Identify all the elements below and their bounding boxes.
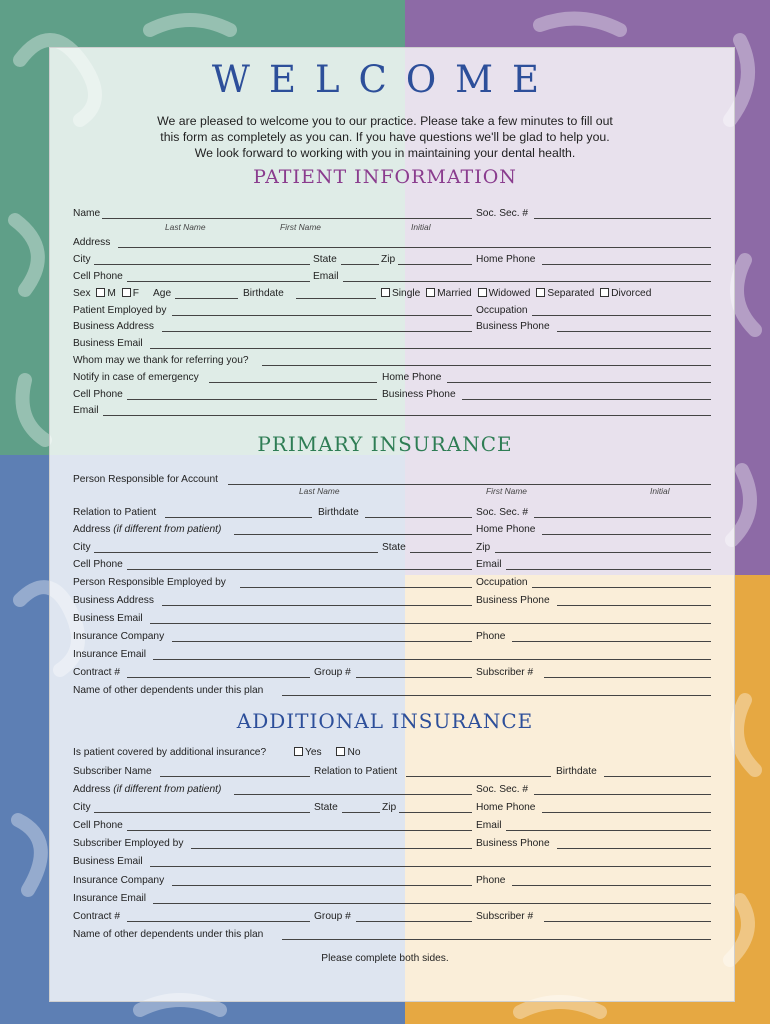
- additional-city-line[interactable]: [94, 812, 310, 813]
- primary-cell-phone-line[interactable]: [127, 569, 472, 570]
- divorced-checkbox[interactable]: [600, 288, 609, 297]
- additional-zip-label: Zip: [382, 802, 397, 813]
- home-phone-line[interactable]: [542, 264, 711, 265]
- covered-options: [294, 747, 361, 759]
- intro-line-2: this form as completely as you can. If you have questions we'll be glad to help you.: [160, 130, 610, 144]
- additional-dependents-label: Name of other dependents under this plan: [73, 929, 264, 940]
- covered-no-label: No: [347, 747, 361, 758]
- additional-state-label: State: [314, 802, 338, 813]
- primary-group-line[interactable]: [356, 677, 472, 678]
- emergency-business-phone-label: Business Phone: [382, 389, 456, 400]
- zip-line[interactable]: [398, 264, 472, 265]
- soc-sec-line[interactable]: [534, 218, 711, 219]
- email-line[interactable]: [343, 281, 711, 282]
- primary-relation-line[interactable]: [165, 517, 312, 518]
- additional-business-email-label: Business Email: [73, 856, 143, 867]
- additional-insurance-email-line[interactable]: [153, 903, 711, 904]
- occupation-label: Occupation: [476, 305, 528, 316]
- additional-cell-phone-line[interactable]: [127, 830, 472, 831]
- additional-city-label: City: [73, 802, 91, 813]
- primary-subscriber-label: Subscriber #: [476, 667, 534, 678]
- last-name-caption: Last Name: [165, 222, 206, 232]
- additional-insurance-company-label: Insurance Company: [73, 875, 165, 886]
- zip-label: Zip: [381, 254, 396, 265]
- occupation-line[interactable]: [532, 315, 711, 316]
- sex-f-checkbox[interactable]: [122, 288, 131, 297]
- sex-m-checkbox[interactable]: [96, 288, 105, 297]
- primary-business-email-label: Business Email: [73, 613, 143, 624]
- primary-insurance-heading: PRIMARY INSURANCE: [257, 432, 513, 456]
- single-label: Single: [392, 288, 421, 299]
- business-address-line[interactable]: [162, 331, 472, 332]
- business-email-line[interactable]: [150, 348, 711, 349]
- address-label: Address: [73, 237, 111, 248]
- emergency-email-label: Email: [73, 405, 99, 416]
- primary-relation-label: Relation to Patient: [73, 507, 157, 518]
- primary-last-name-caption: Last Name: [299, 486, 340, 496]
- additional-address-label: [73, 784, 221, 796]
- primary-birthdate-label: Birthdate: [318, 507, 359, 518]
- divorced-label: Divorced: [611, 288, 652, 299]
- emergency-email-line[interactable]: [103, 415, 711, 416]
- additional-address-note: (if different from patient): [113, 784, 222, 795]
- additional-soc-sec-label: Soc. Sec. #: [476, 784, 529, 795]
- first-name-caption: First Name: [280, 222, 321, 232]
- primary-city-label: City: [73, 542, 91, 553]
- patient-information-heading: PATIENT INFORMATION: [253, 166, 517, 188]
- additional-birthdate-line[interactable]: [604, 776, 711, 777]
- referral-label: Whom may we thank for referring you?: [73, 355, 249, 366]
- primary-group-label: Group #: [314, 667, 351, 678]
- primary-birthdate-line[interactable]: [365, 517, 472, 518]
- covered-yes-label: Yes: [305, 747, 322, 758]
- home-phone-label: Home Phone: [476, 254, 536, 265]
- primary-occupation-line[interactable]: [532, 587, 711, 588]
- additional-state-line[interactable]: [342, 812, 380, 813]
- primary-insurance-company-line[interactable]: [172, 641, 472, 642]
- subscriber-name-label: Subscriber Name: [73, 766, 152, 777]
- widowed-checkbox[interactable]: [478, 288, 487, 297]
- additional-birthdate-label: Birthdate: [556, 766, 597, 777]
- subscriber-name-line[interactable]: [160, 776, 310, 777]
- age-line[interactable]: [175, 298, 238, 299]
- primary-insurance-company-label: Insurance Company: [73, 631, 165, 642]
- covered-no-checkbox[interactable]: [336, 747, 345, 756]
- primary-business-phone-label: Business Phone: [476, 595, 550, 606]
- subscriber-employed-line[interactable]: [191, 848, 472, 849]
- responsible-employed-label: Person Responsible Employed by: [73, 577, 226, 588]
- additional-insurance-email-label: Insurance Email: [73, 893, 147, 904]
- primary-subscriber-line[interactable]: [544, 677, 711, 678]
- primary-phone-label: Phone: [476, 631, 506, 642]
- person-responsible-line[interactable]: [228, 484, 711, 485]
- business-email-label: Business Email: [73, 338, 143, 349]
- additional-insurance-company-line[interactable]: [172, 885, 472, 886]
- additional-subscriber-line[interactable]: [544, 921, 711, 922]
- referral-line[interactable]: [262, 365, 711, 366]
- primary-email-line[interactable]: [506, 569, 711, 570]
- cell-phone-label: Cell Phone: [73, 271, 123, 282]
- birthdate-line[interactable]: [296, 298, 376, 299]
- business-phone-label: Business Phone: [476, 321, 550, 332]
- primary-contract-label: Contract #: [73, 667, 120, 678]
- primary-dependents-label: Name of other dependents under this plan: [73, 685, 264, 696]
- marital-status-group: [381, 288, 651, 300]
- primary-insurance-email-label: Insurance Email: [73, 649, 147, 660]
- separated-checkbox[interactable]: [536, 288, 545, 297]
- additional-relation-line[interactable]: [406, 776, 551, 777]
- additional-group-label: Group #: [314, 911, 351, 922]
- patient-employed-line[interactable]: [172, 315, 472, 316]
- age-label: Age: [153, 288, 172, 299]
- emergency-cell-phone-line[interactable]: [127, 399, 377, 400]
- footer-note: Please complete both sides.: [321, 953, 449, 964]
- name-line[interactable]: [102, 218, 472, 219]
- primary-address-label: [73, 524, 221, 536]
- welcome-title: WELCOME: [211, 58, 559, 101]
- person-responsible-label: Person Responsible for Account: [73, 474, 218, 485]
- primary-occupation-label: Occupation: [476, 577, 528, 588]
- primary-zip-line[interactable]: [495, 552, 711, 553]
- primary-address-line[interactable]: [234, 534, 472, 535]
- additional-subscriber-label: Subscriber #: [476, 911, 534, 922]
- primary-soc-sec-line[interactable]: [534, 517, 711, 518]
- soc-sec-label: Soc. Sec. #: [476, 208, 529, 219]
- additional-phone-label: Phone: [476, 875, 506, 886]
- additional-home-phone-line[interactable]: [542, 812, 711, 813]
- address-line[interactable]: [118, 247, 711, 248]
- primary-dependents-line[interactable]: [282, 695, 711, 696]
- additional-business-email-line[interactable]: [150, 866, 711, 867]
- primary-first-name-caption: First Name: [486, 486, 527, 496]
- email-label: Email: [313, 271, 339, 282]
- primary-state-label: State: [382, 542, 406, 553]
- primary-home-phone-line[interactable]: [542, 534, 711, 535]
- emergency-line[interactable]: [209, 382, 377, 383]
- sex-m-label: M: [107, 288, 116, 299]
- primary-soc-sec-label: Soc. Sec. #: [476, 507, 529, 518]
- additional-home-phone-label: Home Phone: [476, 802, 536, 813]
- additional-business-phone-line[interactable]: [557, 848, 711, 849]
- covered-yes-checkbox[interactable]: [294, 747, 303, 756]
- patient-employed-label: Patient Employed by: [73, 305, 167, 316]
- primary-contract-line[interactable]: [127, 677, 310, 678]
- primary-address-note: (if different from patient): [113, 524, 222, 535]
- primary-business-address-line[interactable]: [162, 605, 472, 606]
- subscriber-employed-label: Subscriber Employed by: [73, 838, 184, 849]
- primary-zip-label: Zip: [476, 542, 491, 553]
- primary-business-address-label: Business Address: [73, 595, 154, 606]
- emergency-label: Notify in case of emergency: [73, 372, 199, 383]
- primary-cell-phone-label: Cell Phone: [73, 559, 123, 570]
- additional-soc-sec-line[interactable]: [534, 794, 711, 795]
- birthdate-label: Birthdate: [243, 288, 284, 299]
- primary-city-line[interactable]: [94, 552, 378, 553]
- additional-zip-line[interactable]: [399, 812, 472, 813]
- state-line[interactable]: [341, 264, 379, 265]
- married-checkbox[interactable]: [426, 288, 435, 297]
- intro-line-1: We are pleased to welcome you to our practice. Please take a few minutes to fill out: [157, 114, 613, 128]
- business-address-label: Business Address: [73, 321, 154, 332]
- responsible-employed-line[interactable]: [240, 587, 472, 588]
- additional-dependents-line[interactable]: [282, 939, 711, 940]
- single-checkbox[interactable]: [381, 288, 390, 297]
- separated-label: Separated: [547, 288, 595, 299]
- city-line[interactable]: [94, 264, 310, 265]
- additional-phone-line[interactable]: [512, 885, 711, 886]
- primary-business-phone-line[interactable]: [557, 605, 711, 606]
- primary-home-phone-label: Home Phone: [476, 524, 536, 535]
- additional-email-line[interactable]: [506, 830, 711, 831]
- additional-address-text: Address: [73, 784, 111, 795]
- additional-group-line[interactable]: [356, 921, 472, 922]
- primary-insurance-email-line[interactable]: [153, 659, 711, 660]
- additional-cell-phone-label: Cell Phone: [73, 820, 123, 831]
- sex-f-label: F: [132, 288, 139, 299]
- emergency-cell-phone-label: Cell Phone: [73, 389, 123, 400]
- primary-email-label: Email: [476, 559, 502, 570]
- name-label: Name: [73, 208, 101, 219]
- covered-question-label: Is patient covered by additional insurance?: [73, 747, 267, 758]
- additional-email-label: Email: [476, 820, 502, 831]
- additional-relation-label: Relation to Patient: [314, 766, 398, 777]
- business-phone-line[interactable]: [557, 331, 711, 332]
- married-label: Married: [437, 288, 472, 299]
- sex-text: Sex: [73, 288, 91, 299]
- additional-address-line[interactable]: [234, 794, 472, 795]
- emergency-home-phone-line[interactable]: [447, 382, 711, 383]
- state-label: State: [313, 254, 337, 265]
- city-label: City: [73, 254, 91, 265]
- intro-line-3: We look forward to working with you in maintaining your dental health.: [194, 146, 576, 160]
- primary-address-text: Address: [73, 524, 111, 535]
- additional-contract-label: Contract #: [73, 911, 120, 922]
- initial-caption: Initial: [411, 222, 431, 232]
- cell-phone-line[interactable]: [127, 281, 310, 282]
- widowed-label: Widowed: [488, 288, 531, 299]
- emergency-home-phone-label: Home Phone: [382, 372, 442, 383]
- additional-contract-line[interactable]: [127, 921, 310, 922]
- primary-initial-caption: Initial: [650, 486, 670, 496]
- additional-business-phone-label: Business Phone: [476, 838, 550, 849]
- emergency-business-phone-line[interactable]: [462, 399, 711, 400]
- primary-phone-line[interactable]: [512, 641, 711, 642]
- primary-business-email-line[interactable]: [150, 623, 711, 624]
- sex-label: [73, 288, 139, 300]
- additional-insurance-heading: ADDITIONAL INSURANCE: [236, 709, 534, 733]
- primary-state-line[interactable]: [410, 552, 472, 553]
